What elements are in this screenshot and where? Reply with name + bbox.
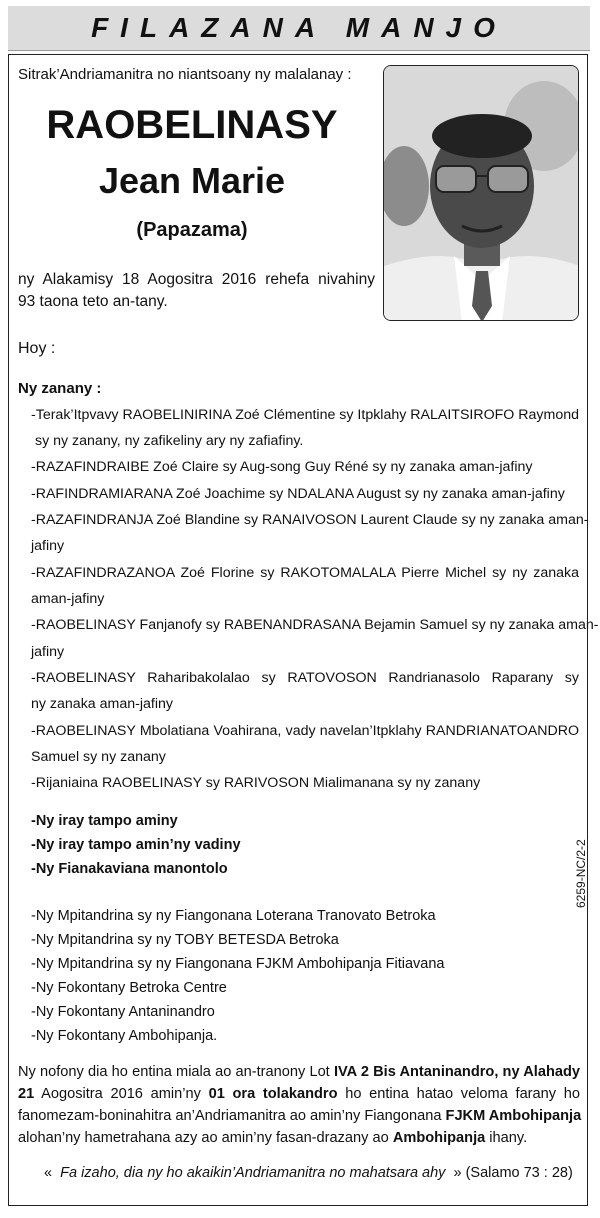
children-line: -RAZAFINDRAIBE Zoé Claire sy Aug-song Guy Réné sy ny zanaka aman-jafiny: [31, 459, 533, 475]
funeral-line-3: fanomezam-boninahitra an’Andriamanitra ao amin’ny Fiangonana FJKM Ambohipanja: [18, 1108, 582, 1124]
children-line: -Rijaniaina RAOBELINASY sy RARIVOSON Mialimanana sy ny zanany: [31, 775, 481, 791]
children-line: ny zanaka aman-jafiny: [31, 696, 173, 712]
other-line: -Ny Fokontany Ambohipanja.: [31, 1028, 218, 1044]
children-line: -RAZAFINDRANJA Zoé Blandine sy RANAIVOSON Laurent Claude sy ny zanaka aman-: [31, 512, 589, 528]
death-date-line-2: 93 taona teto an-tany.: [18, 293, 168, 310]
portrait-photo: [383, 65, 579, 321]
funeral-line-1: Ny nofony dia ho entina miala ao an-tranony Lot IVA 2 Bis Antaninandro, ny Alahady: [18, 1064, 581, 1080]
children-line: jafiny: [31, 538, 65, 554]
children-line: -RAZAFINDRAZANOA Zoé Florine sy RAKOTOMALALA Pierre Michel sy ny zanaka: [31, 565, 579, 581]
header-title: FILAZANA MANJO: [91, 12, 507, 43]
children-line: Samuel sy ny zanany: [31, 749, 166, 765]
children-line: -RAOBELINASY Mbolatiana Voahirana, vady navelan’Itpklahy RANDRIANATOANDRO: [31, 723, 579, 739]
children-line: -RAOBELINASY Fanjanofy sy RABENANDRASANA Bejamin Samuel sy ny zanaka aman-: [31, 617, 599, 633]
deceased-given-name: Jean Marie: [98, 160, 286, 201]
other-line: -Ny Mpitandrina sy ny TOBY BETESDA Betroka: [31, 932, 339, 948]
deceased-nickname: (Papazama): [136, 219, 248, 241]
funeral-line-4: alohan’ny hametrahana azy ao amin’ny fasan-drazany ao Ambohipanja ihany.: [18, 1130, 528, 1146]
children-line: sy ny zanany, ny zafikeliny ary ny zafiafiny.: [35, 433, 304, 449]
death-date-line-1: ny Alakamisy 18 Aogositra 2016 rehefa nivahiny: [18, 271, 375, 288]
intro-text: Sitrak’Andriamanitra no niantsoany ny malalanay :: [18, 66, 352, 83]
deceased-surname: RAOBELINASY: [46, 103, 338, 147]
family-line: -Ny iray tampo aminy: [31, 813, 178, 829]
bible-quote: « Fa izaho, dia ny ho akaikin’Andriamanitra no mahatsara ahy » (Salamo 73 : 28): [44, 1165, 573, 1181]
funeral-line-2: 21 Aogositra 2016 amin’ny 01 ora tolakandro ho entina hatao veloma farany ho: [18, 1086, 580, 1102]
hoy-label: Hoy :: [18, 340, 56, 357]
other-line: -Ny Fokontany Betroka Centre: [31, 980, 227, 996]
other-line: -Ny Fokontany Antaninandro: [31, 1004, 215, 1020]
header-banner: [8, 6, 590, 51]
family-line: -Ny iray tampo amin’ny vadiny: [31, 837, 241, 853]
children-line: aman-jafiny: [31, 591, 105, 607]
children-heading: Ny zanany :: [18, 380, 102, 397]
children-line: jafiny: [31, 644, 65, 660]
other-line: -Ny Mpitandrina sy ny Fiangonana Loterana Tranovato Betroka: [31, 908, 436, 924]
portrait-image: [384, 66, 579, 321]
family-line: -Ny Fianakaviana manontolo: [31, 861, 228, 877]
children-line: -RAOBELINASY Raharibakolalao sy RATOVOSON Randrianasolo Raparany sy: [31, 670, 579, 686]
reference-code: 6259-NC/2-2: [574, 839, 588, 908]
children-line: -Terak’Itpvavy RAOBELINIRINA Zoé Clémentine sy Itpklahy RALAITSIROFO Raymond: [31, 407, 579, 423]
other-line: -Ny Mpitandrina sy ny Fiangonana FJKM Ambohipanja Fitiavana: [31, 956, 445, 972]
children-line: -RAFINDRAMIARANA Zoé Joachime sy NDALANA August sy ny zanaka aman-jafiny: [31, 486, 565, 502]
